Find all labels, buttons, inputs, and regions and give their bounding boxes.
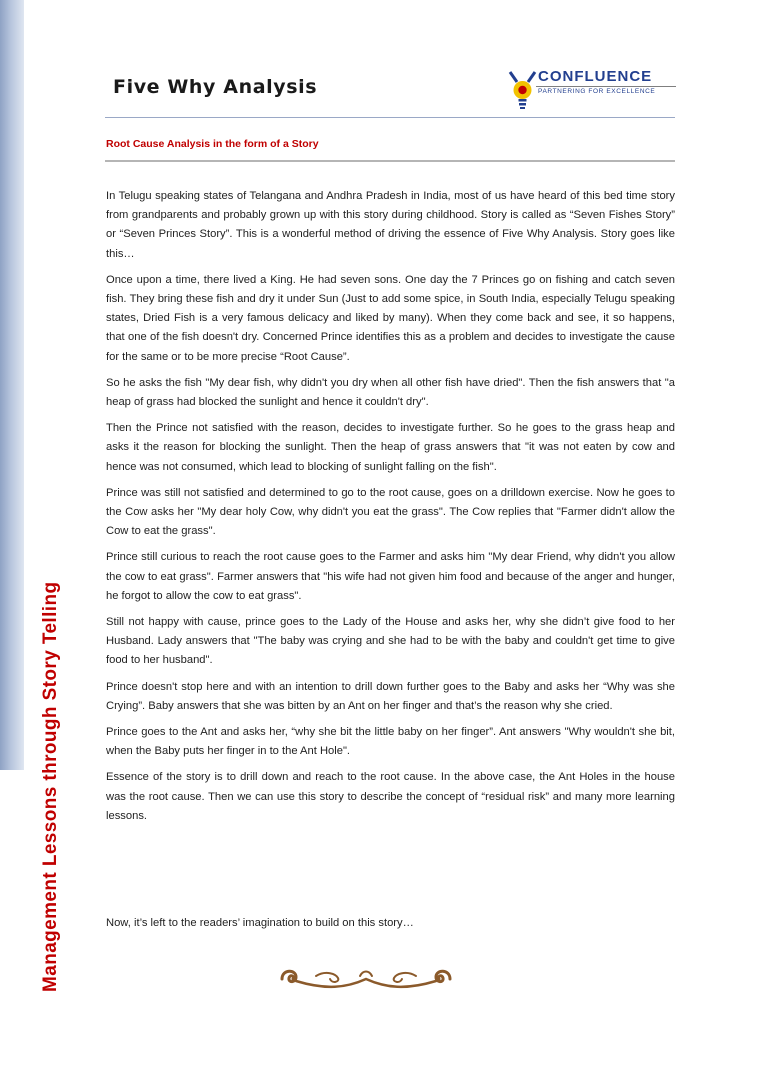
story-paragraph: So he asks the fish "My dear fish, why didn't you dry when all other fish have dried". Then the fish answers that "a heap of grass had blocked the sunlight and hence it couldn't dry".	[106, 376, 675, 409]
logo-wordmark: CONFLUENCE	[538, 68, 653, 85]
ornamental-flourish-icon	[276, 964, 456, 994]
side-vertical-title: Management Lessons through Story Telling	[40, 581, 61, 992]
story-paragraph: Prince was still not satisfied and determined to go to the root cause, goes on a drilldown exercise. Now he goes to the Cow asks her "My dear holy Cow, why didn't you eat the grass". The Cow replies that "Farmer didn't allow the Cow to eat the grass".	[106, 486, 675, 538]
story-paragraph: Essence of the story is to drill down and reach to the root cause. In the above case, the Ant Holes in the house was the root cause. Then we can use this story to describe the concept of “residual risk” and many more learning lessons.	[106, 771, 675, 822]
story-paragraph: Once upon a time, there lived a King. He had seven sons. One day the 7 Princes go on fishing and catch seven fish. They bring these fish and dry it under Sun (Just to add some spice, in South India, especially Telugu speaking states, Dried Fish is a very famous delicacy and liked by many). When they come back and see, it so happens, that one of the fish doesn't dry. Concerned Prince identifies this as a problem and decides to investigate the cause for the same or to be more precise “Root Cause”.	[106, 273, 675, 363]
subtitle-rule	[105, 160, 675, 162]
story-paragraph: Prince still curious to reach the root cause goes to the Farmer and asks him "My dear Friend, why didn't you allow the cow to eat grass". Farmer answers that "his wife had not given him food and because of the anger and hunger, he forgot to allow the cow to eat grass".	[106, 551, 675, 602]
story-paragraph: Then the Prince not satisfied with the reason, decides to investigate further. So he goes to the grass heap and asks it the reason for blocking the sunlight. Then the heap of grass answers that "it was not eaten by cow and hence was not consumed, which lead to blocking of sunlight falling on the fish".	[106, 422, 675, 473]
bulb-icon	[508, 66, 538, 112]
story-body	[106, 187, 675, 833]
document-subtitle: Root Cause Analysis in the form of a Story	[106, 138, 319, 150]
logo-divider	[536, 86, 676, 87]
document-title: Five Why Analysis	[113, 76, 318, 98]
confluence-logo	[508, 66, 676, 112]
story-paragraph: Prince doesn't stop here and with an intention to drill down further goes to the Baby and asks her “Why was she Crying”. Baby answers that she was bitten by an Ant on her finger and that’s the reason why she cried.	[106, 680, 675, 712]
story-paragraph: In Telugu speaking states of Telangana and Andhra Pradesh in India, most of us have heard of this bed time story from grandparents and probably grown up with this story during childhood. Story is called as “Seven Fishes Story” or “Seven Princes Story”. This is a wonderful method of driving the essence of Five Why Analysis. Story goes like this…	[106, 190, 675, 260]
closing-line: Now, it’s left to the readers’ imagination to build on this story…	[106, 917, 414, 929]
side-decorative-bar	[0, 0, 24, 770]
story-paragraph: Still not happy with cause, prince goes to the Lady of the House and asks her, why she didn’t give food to her Husband. Lady answers that "The baby was crying and she had to be with the baby and couldn't get time to give food to her husband".	[106, 616, 675, 667]
logo-tagline: PARTNERING FOR EXCELLENCE	[538, 88, 656, 95]
story-paragraph: Prince goes to the Ant and asks her, “why she bit the little baby on her finger”. Ant answers "Why wouldn't she bit, when the Baby puts her finger in to the Ant Hole".	[106, 726, 675, 758]
header-rule	[105, 117, 675, 118]
